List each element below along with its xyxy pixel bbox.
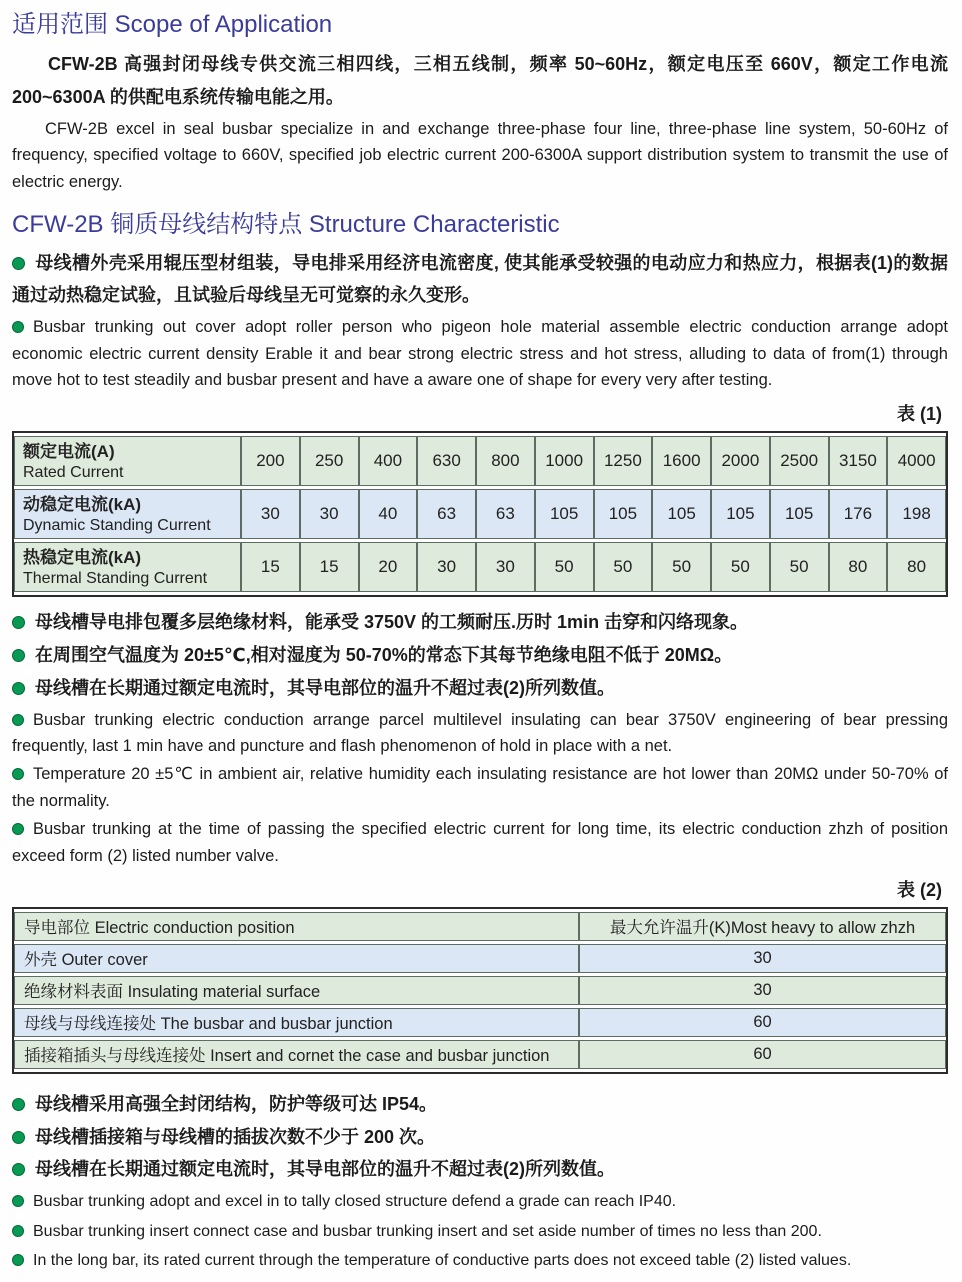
- table-cell: 200: [241, 436, 300, 486]
- bullet-icon: [12, 1225, 24, 1237]
- table-cell: 250: [300, 436, 359, 486]
- row-label-cn: 热稳定电流(kA): [23, 547, 142, 567]
- bullet-text: Temperature 20 ±5℃ in ambient air, relative humidity each insulating resistance are hot lower than 20MΩ under 50-70% of the normality.: [12, 765, 948, 810]
- table-cell: 60: [579, 1008, 946, 1037]
- bullet-item: [12, 1153, 948, 1186]
- bullet-text: 母线槽导电排包覆多层绝缘材料，能承受 3750V 的工频耐压.历时 1min 击穿和闪络现象。: [35, 612, 749, 633]
- bullet-icon: [12, 1254, 24, 1266]
- row-label-cell: [14, 542, 241, 592]
- row-label-en: Dynamic Standing Current: [23, 516, 211, 534]
- bullet-icon: [12, 616, 25, 629]
- table-cell: 3150: [829, 436, 888, 486]
- row-label-en: Thermal Standing Current: [23, 569, 208, 587]
- bullet-icon: [12, 1098, 25, 1111]
- bullet-text: 在周围空气温度为 20±5℃,相对湿度为 50-70%的常态下其每节绝缘电阻不低于 20MΩ。: [35, 645, 733, 666]
- table-cell: 105: [770, 489, 829, 539]
- row-label-cell: [14, 489, 241, 539]
- table-row: [14, 1040, 946, 1069]
- table-cell: 30: [300, 489, 359, 539]
- table-cell: 15: [300, 542, 359, 592]
- bullet-text: Busbar trunking adopt and excel in to tally closed structure defend a grade can reach IP40.: [33, 1193, 677, 1211]
- bullet-item: [12, 1188, 948, 1216]
- header-cell-temp-rise: 最大允许温升(K)Most heavy to allow zhzh: [579, 912, 946, 941]
- table-cell: 105: [652, 489, 711, 539]
- bullet-icon: [12, 823, 24, 835]
- table-cell: 50: [770, 542, 829, 592]
- bullet-text: 母线槽外壳采用辊压型材组装，导电排采用经济电流密度, 使其能承受较强的电动应力和热应力，根据表(1)的数据通过动热稳定试验，且试验后母线呈无可觉察的永久变形。: [12, 252, 948, 306]
- table-cell: 40: [359, 489, 418, 539]
- table-cell: 绝缘材料表面 Insulating material surface: [14, 976, 579, 1005]
- bullet-item: [12, 1121, 948, 1154]
- bullet-item: [12, 672, 948, 705]
- bullet-item: [12, 606, 948, 639]
- table-cell: 1600: [652, 436, 711, 486]
- bullet-icon: [12, 1163, 25, 1176]
- bullet-icon: [12, 1195, 24, 1207]
- table-cell: 105: [711, 489, 770, 539]
- header-cell-position: 导电部位 Electric conduction position: [14, 912, 579, 941]
- table-cell: 50: [711, 542, 770, 592]
- table-row: [14, 976, 946, 1005]
- table-cell: 30: [417, 542, 476, 592]
- table-row: [14, 1008, 946, 1037]
- table-cell: 176: [829, 489, 888, 539]
- bullet-text: Busbar trunking out cover adopt roller person who pigeon hole material assemble electric conduction arrange adopt economic electric current density Erable it and bear strong electric stress and hot stress, alluding to data of from(1) through move hot to test steadily and busbar present and have a aware one of shape for every very after testing.: [12, 318, 948, 389]
- table-cell: 15: [241, 542, 300, 592]
- table-row: [14, 436, 946, 486]
- bullet-icon: [12, 1131, 25, 1144]
- table-cell: 80: [887, 542, 946, 592]
- bullet-text: Busbar trunking electric conduction arrange parcel multilevel insulating can bear 3750V engineering of bear pressing frequently, last 1 min have and puncture and flash phenomenon of hold in place with a net.: [12, 710, 948, 755]
- bullet-text: Busbar trunking insert connect case and busbar trunking insert and set aside number of times no less than 200.: [33, 1222, 822, 1240]
- bullet-item: [12, 1218, 948, 1246]
- table-cell: 630: [417, 436, 476, 486]
- table-cell: 50: [594, 542, 653, 592]
- table-row: [14, 542, 946, 592]
- bullets-mid-section: [12, 606, 948, 869]
- table2-caption: 表 (2): [897, 879, 942, 900]
- bullet-text: 母线槽采用高强全封闭结构，防护等级可达 IP54。: [35, 1093, 438, 1114]
- table-cell: 105: [594, 489, 653, 539]
- bullet-item: [12, 761, 948, 814]
- table-cell: 800: [476, 436, 535, 486]
- table-cell: 60: [579, 1040, 946, 1069]
- bullet-icon: [12, 321, 24, 333]
- table-header-row: [14, 912, 946, 941]
- section-title-application: 适用范围 Scope of Application: [12, 11, 333, 38]
- bullet-item: [12, 247, 948, 313]
- row-label-cn: 动稳定电流(kA): [23, 494, 142, 514]
- bullet-icon: [12, 257, 25, 270]
- bullet-item: [12, 816, 948, 869]
- temperature-rise-table: [12, 907, 948, 1074]
- table-cell: 2500: [770, 436, 829, 486]
- table-cell: 198: [887, 489, 946, 539]
- application-paragraph-cn: CFW-2B 高强封闭母线专供交流三相四线，三相五线制，频率 50~60Hz，额定电压至 660V，额定工作电流 200~6300A 的供配电系统传输电能之用。: [12, 54, 948, 107]
- table-cell: 母线与母线连接处 The busbar and busbar junction: [14, 1008, 579, 1037]
- bullet-text: Busbar trunking at the time of passing the specified electric current for long time, its electric conduction zhzh of position exceed form (2) listed number valve.: [12, 820, 948, 865]
- table-cell: 80: [829, 542, 888, 592]
- rated-current-table: [12, 431, 948, 597]
- table-cell: 30: [579, 944, 946, 973]
- row-label-cn: 额定电流(A): [23, 441, 115, 461]
- bullet-item: [12, 1247, 948, 1275]
- bullet-text: 母线槽插接箱与母线槽的插拔次数不少于 200 次。: [35, 1126, 436, 1147]
- table-cell: 30: [241, 489, 300, 539]
- table-cell: 400: [359, 436, 418, 486]
- table-cell: 1250: [594, 436, 653, 486]
- table-cell: 63: [476, 489, 535, 539]
- bullet-icon: [12, 714, 24, 726]
- bullets-bottom-section: [12, 1088, 948, 1275]
- bullet-text: 母线槽在长期通过额定电流时，其导电部位的温升不超过表(2)所列数值。: [35, 677, 615, 698]
- table-cell: 1000: [535, 436, 594, 486]
- table1-caption: 表 (1): [897, 404, 942, 425]
- table-cell: 插接箱插头与母线连接处 Insert and cornet the case and busbar junction: [14, 1040, 579, 1069]
- table-cell: 外壳 Outer cover: [14, 944, 579, 973]
- row-label-en: Rated Current: [23, 463, 124, 481]
- table-cell: 2000: [711, 436, 770, 486]
- table-cell: 20: [359, 542, 418, 592]
- bullet-item: [12, 639, 948, 672]
- table-cell: 30: [476, 542, 535, 592]
- table-cell: 30: [579, 976, 946, 1005]
- table-cell: 50: [652, 542, 711, 592]
- table-row: [14, 944, 946, 973]
- table-cell: 105: [535, 489, 594, 539]
- bullet-icon: [12, 682, 25, 695]
- table-cell: 4000: [887, 436, 946, 486]
- bullet-icon: [12, 768, 24, 780]
- bullet-icon: [12, 649, 25, 662]
- bullet-item: [12, 707, 948, 760]
- table-cell: 50: [535, 542, 594, 592]
- application-paragraph-en: CFW-2B excel in seal busbar specialize in and exchange three-phase four line, three-phase line system, 50-60Hz of frequency, specified voltage to 660V, specified job electric current 200-6300A support distribution system to transmit the use of electric energy.: [12, 119, 948, 191]
- bullet-text: In the long bar, its rated current through the temperature of conductive parts does not exceed table (2) listed values.: [33, 1252, 852, 1270]
- bullet-text: 母线槽在长期通过额定电流时，其导电部位的温升不超过表(2)所列数值。: [35, 1159, 615, 1180]
- bullet-item: [12, 1088, 948, 1121]
- table-cell: 63: [417, 489, 476, 539]
- bullet-item: [12, 314, 948, 393]
- section-title-structure: CFW-2B 铜质母线结构特点 Structure Characteristic: [12, 210, 560, 238]
- row-label-cell: [14, 436, 241, 486]
- table-row: [14, 489, 946, 539]
